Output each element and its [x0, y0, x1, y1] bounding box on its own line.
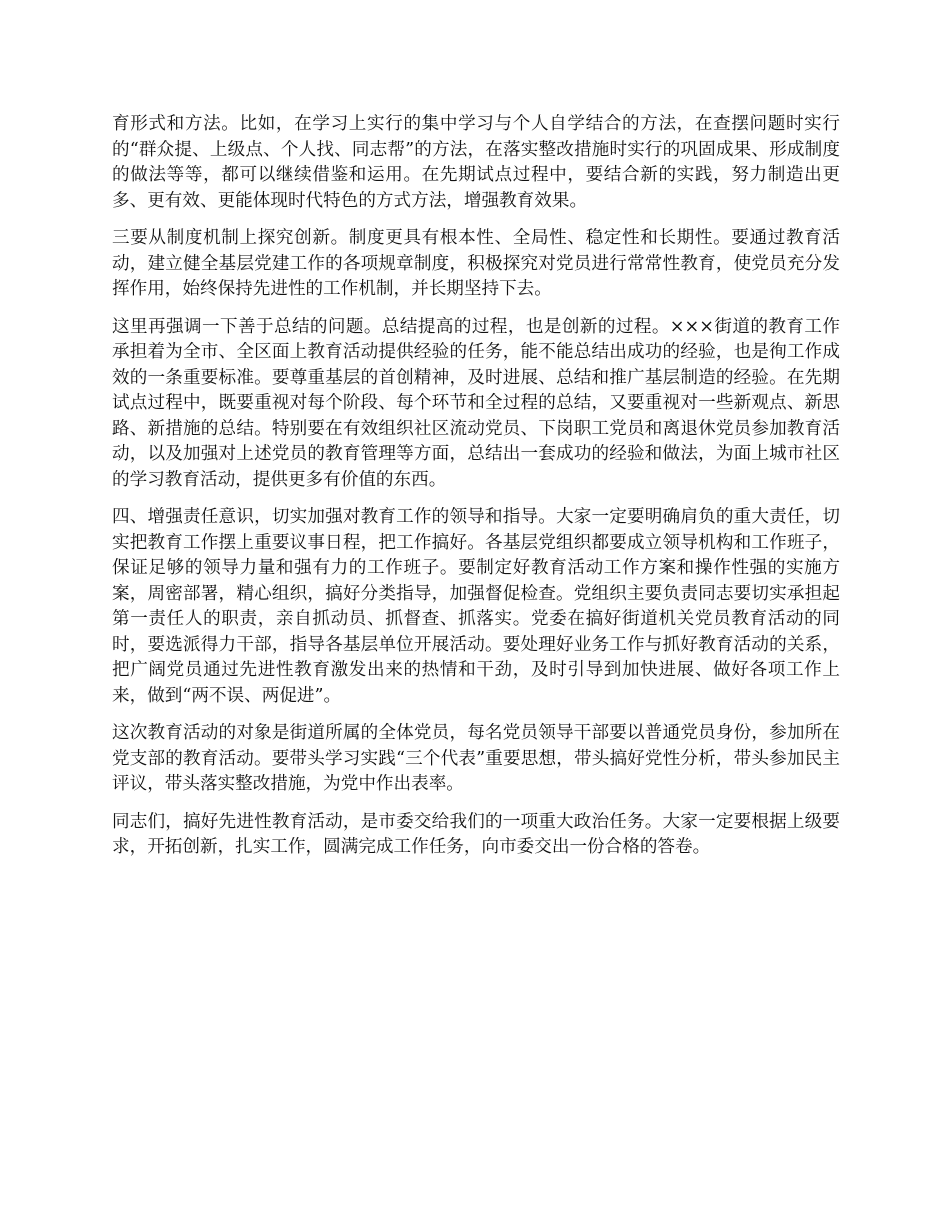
paragraph-education-methods: 育形式和方法。比如，在学习上实行的集中学习与个人自学结合的方法，在查摆问题时实行的“群众提、上级点、个人找、同志帮”的方法，在落实整改措施时实行的巩固成果、形成制度的做法等等，都可以继续借鉴和运用。在先期试点过程中，要结合新的实践，努力制造出更多、更有效、更能体现时代特色的方式方法，增强教育效果。	[112, 114, 840, 211]
paragraph-institutional-innovation: 三要从制度机制上探究创新。制度更具有根本性、全局性、稳定性和长期性。要通过教育活动，建立健全基层党建工作的各项规章制度，积极探究对党员进行常常性教育，使党员充分发挥作用，始终保持先进性的工作机制，并长期坚持下去。	[112, 228, 840, 299]
paragraph-closing: 同志们，搞好先进性教育活动，是市委交给我们的一项重大政治任务。大家一定要根据上级要求，开拓创新，扎实工作，圆满完成工作任务，向市委交出一份合格的答卷。	[112, 811, 840, 857]
paragraph-responsibility: 四、增强责任意识，切实加强对教育工作的领导和指导。大家一定要明确肩负的重大责任，切实把教育工作摆上重要议事日程，把工作搞好。各基层党组织都要成立领导机构和工作班子，保证足够的领导力量和强有力的工作班子。要制定好教育活动工作方案和操作性强的实施方案，周密部署，精心组织，搞好分类指导，加强督促检查。党组织主要负责同志要切实承担起第一责任人的职责，亲自抓动员、抓督查、抓落实。党委在搞好街道机关党员教育活动的同时，要选派得力干部，指导各基层单位开展活动。要处理好业务工作与抓好教育活动的关系，把广阔党员通过先进性教育激发出来的热情和干劲，及时引导到加快进展、做好各项工作上来，做到“两不误、两促进”。	[112, 507, 840, 706]
paragraph-summarizing: 这里再强调一下善于总结的问题。总结提高的过程，也是创新的过程。×××街道的教育工作承担着为全市、全区面上教育活动提供经验的任务，能不能总结出成功的经验，也是徇工作成效的一条重要标准。要尊重基层的首创精神，及时进展、总结和推广基层制造的经验。在先期试点过程中，既要重视对每个阶段、每个环节和全过程的总结，又要重视对一些新观点、新思路、新措施的总结。特别要在有效组织社区流动党员、下岗职工党员和离退休党员参加教育活动，以及加强对上述党员的教育管理等方面，总结出一套成功的经验和做法，为面上城市社区的学习教育活动，提供更多有价值的东西。	[112, 316, 840, 490]
paragraph-participants: 这次教育活动的对象是街道所属的全体党员，每名党员领导干部要以普通党员身份，参加所在党支部的教育活动。要带头学习实践“三个代表”重要思想，带头搞好党性分析，带头参加民主评议，带头落实整改措施，为党中作出表率。	[112, 723, 840, 794]
document-body	[112, 112, 840, 873]
